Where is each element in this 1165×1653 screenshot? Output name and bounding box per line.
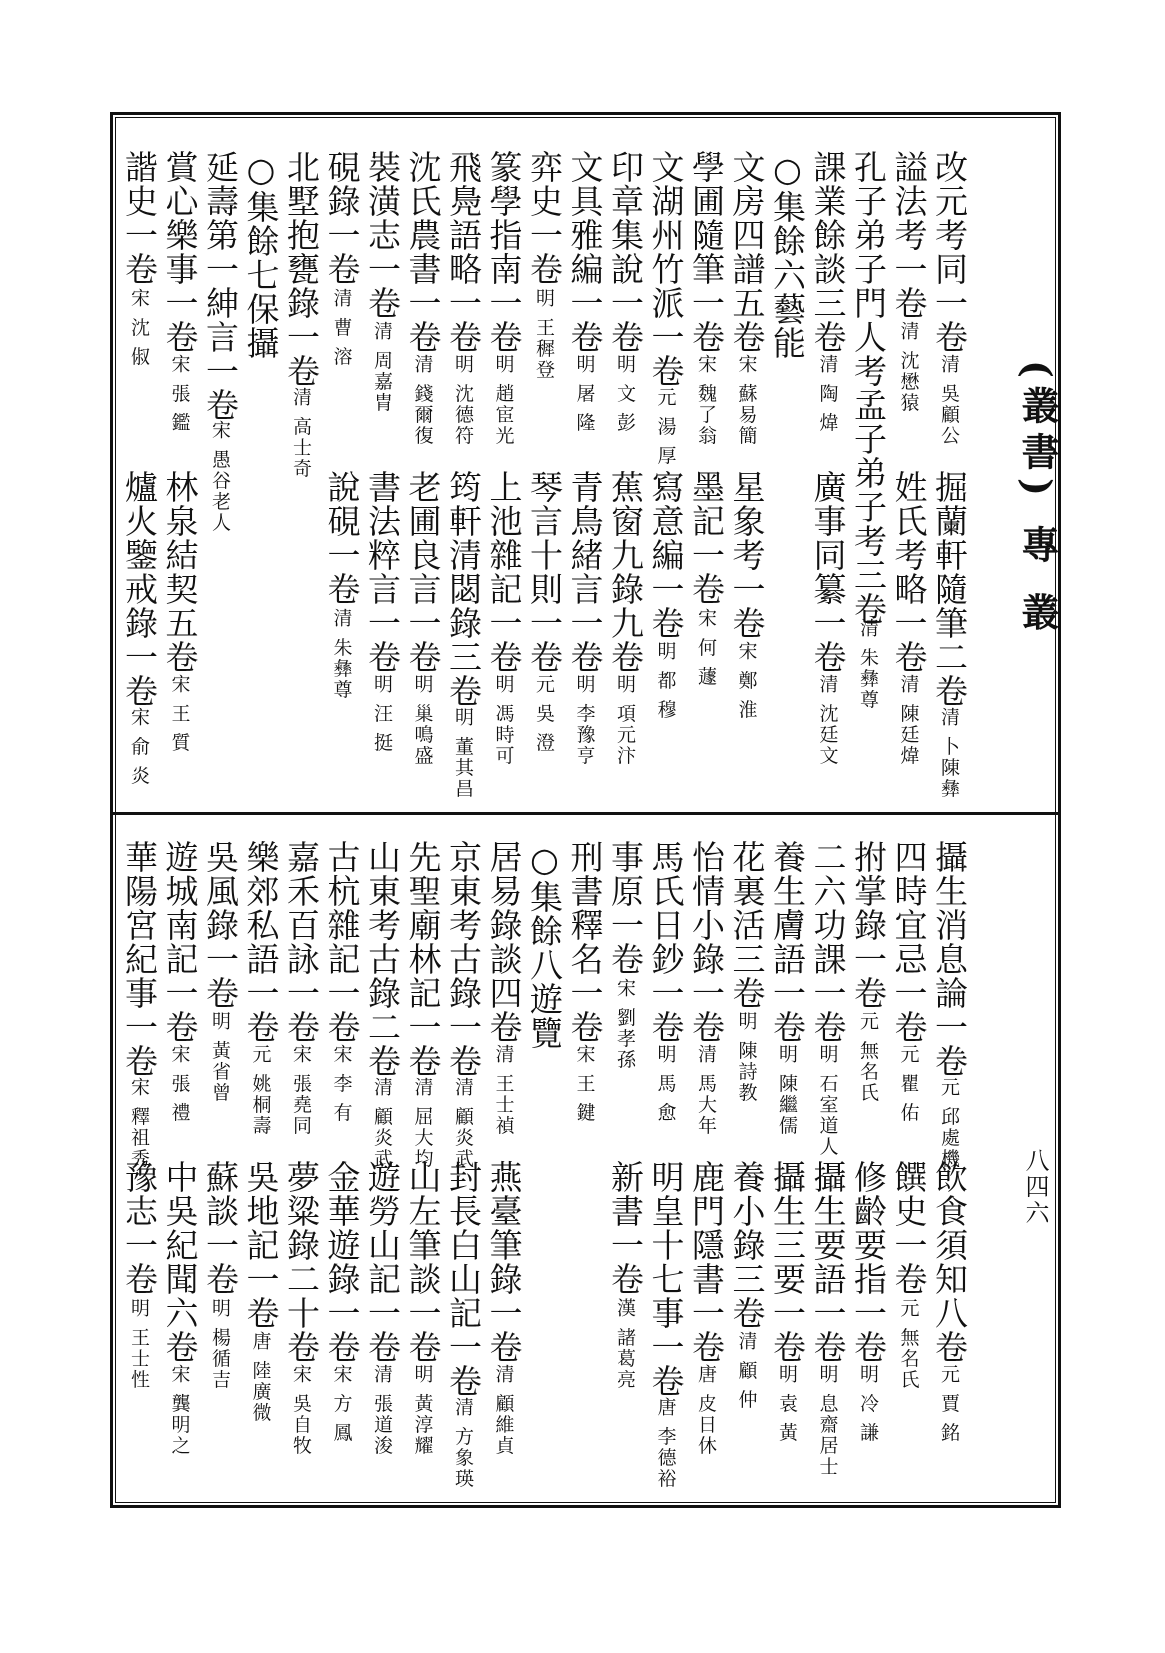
book-title: 印章集說一卷 bbox=[606, 150, 645, 354]
book-title: 養小錄三卷 bbox=[727, 1160, 767, 1330]
bottom-column bbox=[768, 840, 806, 1500]
author-attribution: 宋 張堯同 bbox=[290, 1044, 312, 1137]
author-attribution: 明 李豫亨 bbox=[573, 674, 596, 767]
book-title: 墨記一卷 bbox=[687, 470, 726, 606]
author-attribution: 清 顧炎武 bbox=[452, 1077, 474, 1170]
author-attribution: 清 顧維貞 bbox=[492, 1364, 515, 1457]
author-attribution: 宋 俞 炎 bbox=[128, 707, 150, 787]
author-attribution: 清 顧炎武 bbox=[371, 1077, 393, 1170]
bottom-column bbox=[242, 840, 280, 1500]
register-divider bbox=[113, 812, 1058, 815]
author-attribution: 明 趙宦光 bbox=[492, 354, 515, 447]
author-attribution: 宋 張 禮 bbox=[168, 1044, 191, 1124]
author-attribution: 明 黃淳耀 bbox=[411, 1364, 434, 1457]
author-attribution: 明 息齋居士 bbox=[816, 1364, 839, 1478]
author-attribution: 清 吳顧公 bbox=[938, 354, 960, 447]
author-attribution: 明 馬 愈 bbox=[654, 1044, 677, 1124]
author-attribution: 元 賈 銘 bbox=[938, 1364, 960, 1444]
top-column bbox=[201, 150, 239, 810]
book-title: 說硯一卷 bbox=[322, 470, 362, 606]
author-attribution: 明 楊循吉 bbox=[209, 1298, 231, 1391]
page-number: 八四六 bbox=[1021, 1148, 1049, 1226]
book-title: 中吳紀聞六卷 bbox=[160, 1160, 200, 1364]
book-title: 硯錄一卷 bbox=[322, 150, 362, 286]
author-attribution: 宋 魏了翁 bbox=[695, 354, 717, 447]
author-attribution: 明 文 彭 bbox=[614, 354, 636, 434]
author-attribution: 清 朱彝尊 bbox=[857, 618, 879, 711]
section-heading: ○集餘六藝能 bbox=[768, 150, 807, 360]
book-title: 馬氏日鈔一卷 bbox=[646, 840, 686, 1044]
author-attribution: 宋 王 質 bbox=[168, 674, 191, 754]
author-attribution: 清 卜陳彝 bbox=[938, 707, 960, 800]
author-attribution: 明 陳詩教 bbox=[735, 1011, 758, 1104]
author-attribution: 元 無名氏 bbox=[897, 1298, 920, 1391]
bottom-column bbox=[809, 840, 847, 1500]
book-title: 拊掌錄一卷 bbox=[849, 840, 888, 1010]
author-attribution: 明 沈德符 bbox=[452, 354, 474, 447]
top-column bbox=[404, 150, 442, 810]
author-attribution: 明 石室道人 bbox=[816, 1044, 839, 1158]
book-title: 謚法考一卷 bbox=[889, 150, 929, 320]
book-title: 上池雜記一卷 bbox=[484, 470, 524, 674]
top-column bbox=[647, 150, 685, 810]
bottom-column bbox=[647, 840, 685, 1500]
author-attribution: 宋 蘇易簡 bbox=[735, 354, 758, 447]
author-attribution: 清 王士禎 bbox=[492, 1044, 515, 1137]
top-column bbox=[566, 150, 604, 810]
book-title: 花裏活三卷 bbox=[727, 840, 767, 1010]
top-column bbox=[809, 150, 847, 810]
author-attribution: 元 湯 厚 bbox=[654, 387, 677, 467]
top-column bbox=[890, 150, 928, 810]
author-attribution: 明 冷 謙 bbox=[857, 1364, 879, 1444]
book-title: 文湖州竹派一卷 bbox=[646, 150, 686, 388]
book-title: 嘉禾百詠一卷 bbox=[282, 840, 321, 1044]
top-column bbox=[525, 150, 563, 810]
book-title: 掘蘭軒隨筆二卷 bbox=[930, 470, 969, 708]
top-column bbox=[849, 150, 887, 810]
book-title: 青鳥緒言一卷 bbox=[565, 470, 605, 674]
author-attribution: 宋 沈 俶 bbox=[128, 288, 150, 368]
book-title: 事原一卷 bbox=[606, 840, 645, 976]
author-attribution: 明 項元汴 bbox=[614, 674, 636, 767]
book-title: 爐火鑒戒錄一卷 bbox=[120, 470, 159, 708]
bottom-column bbox=[606, 840, 644, 1500]
bottom-column bbox=[282, 840, 320, 1500]
bottom-column bbox=[404, 840, 442, 1500]
book-title: 怡情小錄一卷 bbox=[687, 840, 726, 1044]
top-column bbox=[242, 150, 280, 810]
author-attribution: 元 姚桐壽 bbox=[249, 1044, 272, 1137]
book-title: 吳風錄一卷 bbox=[201, 840, 240, 1010]
book-title: 攝生三要一卷 bbox=[768, 1160, 807, 1364]
book-title: 饌史一卷 bbox=[889, 1160, 929, 1296]
book-title: 老圃良言一卷 bbox=[403, 470, 443, 674]
book-title: 書法粹言一卷 bbox=[363, 470, 402, 674]
book-title: 山左筆談一卷 bbox=[403, 1160, 443, 1364]
top-column bbox=[444, 150, 482, 810]
book-title: 賞心樂事一卷 bbox=[160, 150, 200, 354]
book-title: 蕉窗九錄九卷 bbox=[606, 470, 645, 674]
author-attribution: 明 黃省曾 bbox=[209, 1011, 231, 1104]
author-attribution: 元 瞿 佑 bbox=[897, 1044, 920, 1124]
author-attribution: 明 董其昌 bbox=[452, 707, 474, 800]
author-attribution: 清 高士奇 bbox=[290, 387, 312, 480]
bottom-column bbox=[201, 840, 239, 1500]
author-attribution: 清 沈懋猿 bbox=[897, 321, 920, 414]
book-title: 攝生消息論一卷 bbox=[930, 840, 969, 1078]
book-title: 封長白山記一卷 bbox=[444, 1160, 483, 1398]
book-title: 先聖廟林記一卷 bbox=[403, 840, 443, 1078]
book-title: 古杭雜記一卷 bbox=[322, 840, 362, 1044]
book-title: 飛鳧語略一卷 bbox=[444, 150, 483, 354]
bottom-column bbox=[890, 840, 928, 1500]
author-attribution: 宋 鄭 淮 bbox=[735, 641, 758, 721]
top-column bbox=[323, 150, 361, 810]
author-attribution: 清 馬大年 bbox=[695, 1044, 717, 1137]
bottom-column bbox=[728, 840, 766, 1500]
book-title: 沈氏農書一卷 bbox=[403, 150, 443, 354]
book-title: 琴言十則一卷 bbox=[525, 470, 564, 674]
bottom-column bbox=[566, 840, 604, 1500]
bottom-column bbox=[444, 840, 482, 1500]
author-attribution: 明 王士性 bbox=[128, 1298, 150, 1391]
author-attribution: 明 馮時可 bbox=[492, 674, 515, 767]
author-attribution: 宋 龔明之 bbox=[168, 1364, 191, 1457]
bottom-column bbox=[323, 840, 361, 1500]
author-attribution: 清 沈廷文 bbox=[816, 674, 839, 767]
book-title: 四時宜忌一卷 bbox=[889, 840, 929, 1044]
book-title: 筠軒清閟錄三卷 bbox=[444, 470, 483, 708]
bottom-column bbox=[687, 840, 725, 1500]
book-title: 新書一卷 bbox=[606, 1160, 645, 1296]
top-column bbox=[687, 150, 725, 810]
book-title: 課業餘談三卷 bbox=[808, 150, 848, 354]
author-attribution: 明 巢鳴盛 bbox=[411, 674, 434, 767]
book-title: 京東考古錄一卷 bbox=[444, 840, 483, 1078]
book-title: 姓氏考略一卷 bbox=[889, 470, 929, 674]
book-title: 遊城南記一卷 bbox=[160, 840, 200, 1044]
book-title: 攝生要語一卷 bbox=[808, 1160, 848, 1364]
book-title: 吳地記一卷 bbox=[241, 1160, 281, 1330]
author-attribution: 元 吳 澄 bbox=[533, 674, 555, 754]
book-title: 星象考一卷 bbox=[727, 470, 767, 640]
author-attribution: 宋 吳自牧 bbox=[290, 1364, 312, 1457]
author-attribution: 宋 何 蘧 bbox=[695, 608, 717, 688]
bottom-column bbox=[930, 840, 968, 1500]
book-title: 改元考同一卷 bbox=[930, 150, 969, 354]
author-attribution: 宋 張 鑑 bbox=[168, 354, 191, 434]
book-title: 北墅抱甕錄一卷 bbox=[282, 150, 321, 388]
book-title: 二六功課一卷 bbox=[808, 840, 848, 1044]
book-title: 學圃隨筆一卷 bbox=[687, 150, 726, 354]
book-title: 弈史一卷 bbox=[525, 150, 564, 286]
top-column bbox=[930, 150, 968, 810]
author-attribution: 宋 王 鍵 bbox=[573, 1044, 596, 1124]
book-title: 文房四譜五卷 bbox=[727, 150, 767, 354]
book-title: 鹿門隱書一卷 bbox=[687, 1160, 726, 1364]
author-attribution: 元 邱處機 bbox=[938, 1077, 960, 1170]
author-attribution: 明 都 穆 bbox=[654, 641, 677, 721]
top-column bbox=[728, 150, 766, 810]
book-title: 刑書釋名一卷 bbox=[565, 840, 605, 1044]
book-title: 延壽第一紳言一卷 bbox=[201, 150, 240, 422]
author-attribution: 清 屈大均 bbox=[411, 1077, 434, 1170]
top-column bbox=[282, 150, 320, 810]
author-attribution: 清 曹 溶 bbox=[330, 288, 353, 368]
book-title: 林泉結契五卷 bbox=[160, 470, 200, 674]
bottom-column bbox=[120, 840, 158, 1500]
book-title: 居易錄談四卷 bbox=[484, 840, 524, 1044]
book-title: 裝潢志一卷 bbox=[363, 150, 402, 320]
author-attribution: 清 朱彝尊 bbox=[330, 608, 353, 701]
author-attribution: 明 汪 挺 bbox=[371, 674, 393, 754]
section-heading: ○集餘八遊覽 bbox=[525, 840, 564, 1050]
book-title: 諧史一卷 bbox=[120, 150, 159, 286]
author-attribution: 清 陶 煒 bbox=[816, 354, 839, 434]
book-title: 金華遊錄一卷 bbox=[322, 1160, 362, 1364]
book-title: 養生膚語一卷 bbox=[768, 840, 807, 1044]
top-column bbox=[768, 150, 806, 810]
book-title: 修齡要指一卷 bbox=[849, 1160, 888, 1364]
book-title: 孔子弟子門人考孟子弟子考三卷 bbox=[849, 150, 888, 626]
author-attribution: 明 屠 隆 bbox=[573, 354, 596, 434]
author-attribution: 宋 李 有 bbox=[330, 1044, 353, 1124]
book-title: 寫意編一卷 bbox=[646, 470, 686, 640]
author-attribution: 清 方象瑛 bbox=[452, 1397, 474, 1490]
author-attribution: 漢 諸葛亮 bbox=[614, 1298, 636, 1391]
author-attribution: 唐 皮日休 bbox=[695, 1364, 717, 1457]
book-title: 燕臺筆錄一卷 bbox=[484, 1160, 524, 1364]
author-attribution: 清 周嘉胄 bbox=[371, 321, 393, 414]
bottom-column bbox=[161, 840, 199, 1500]
section-heading: ○集餘七保攝 bbox=[241, 150, 281, 360]
book-title: 篆學指南一卷 bbox=[484, 150, 524, 354]
author-attribution: 唐 李德裕 bbox=[654, 1397, 677, 1490]
top-column bbox=[606, 150, 644, 810]
author-attribution: 宋 釋祖秀 bbox=[128, 1077, 150, 1170]
author-attribution: 明 袁 黃 bbox=[776, 1364, 798, 1444]
author-attribution: 宋 愚谷老人 bbox=[209, 420, 231, 534]
author-attribution: 宋 方 鳳 bbox=[330, 1364, 353, 1444]
book-title: 蘇談一卷 bbox=[201, 1160, 240, 1296]
author-attribution: 清 張道浚 bbox=[371, 1364, 393, 1457]
author-attribution: 元 無名氏 bbox=[857, 1011, 879, 1104]
top-column bbox=[120, 150, 158, 810]
top-column bbox=[363, 150, 401, 810]
bottom-column bbox=[363, 840, 401, 1500]
top-column bbox=[161, 150, 199, 810]
bottom-column bbox=[485, 840, 523, 1500]
author-attribution: 清 錢爾復 bbox=[411, 354, 434, 447]
book-title: 遊勞山記一卷 bbox=[363, 1160, 402, 1364]
book-title: 明皇十七事一卷 bbox=[646, 1160, 686, 1398]
book-title: 山東考古錄二卷 bbox=[363, 840, 402, 1078]
book-title: 豫志一卷 bbox=[120, 1160, 159, 1296]
book-title: 樂郊私語一卷 bbox=[241, 840, 281, 1044]
book-title: 文具雅編一卷 bbox=[565, 150, 605, 354]
author-attribution: 唐 陸廣微 bbox=[249, 1331, 272, 1424]
bottom-column bbox=[849, 840, 887, 1500]
book-title: 飲食須知八卷 bbox=[930, 1160, 969, 1364]
book-title: 夢粱錄二十卷 bbox=[282, 1160, 321, 1364]
author-attribution: 清 陳廷煒 bbox=[897, 674, 920, 767]
book-title: 華陽宮紀事一卷 bbox=[120, 840, 159, 1078]
running-header: (叢書) 專 叢 bbox=[1015, 360, 1060, 639]
top-column bbox=[485, 150, 523, 810]
bottom-column bbox=[525, 840, 563, 1500]
author-attribution: 宋 劉孝孫 bbox=[614, 978, 636, 1071]
author-attribution: 清 顧 仲 bbox=[735, 1331, 758, 1411]
author-attribution: 明 王穉登 bbox=[533, 288, 555, 381]
book-title: 廣事同纂一卷 bbox=[808, 470, 848, 674]
author-attribution: 明 陳繼儒 bbox=[776, 1044, 798, 1137]
